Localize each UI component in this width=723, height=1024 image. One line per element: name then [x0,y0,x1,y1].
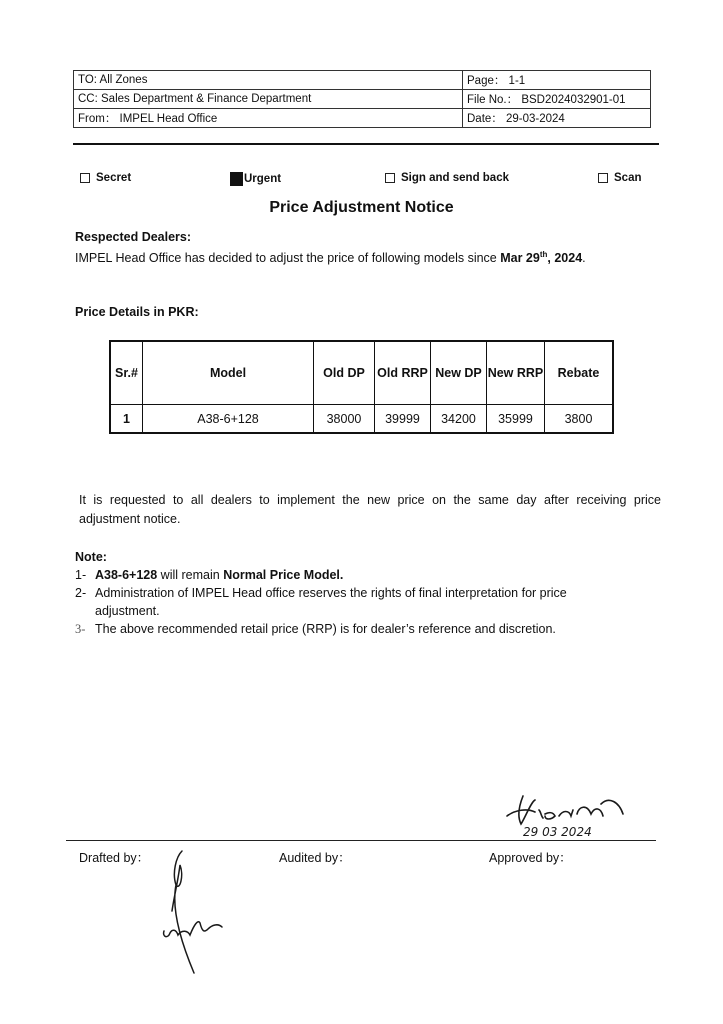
col-header-old-dp: Old DP [314,341,375,405]
handwritten-date: 29 03 2024 [523,825,592,839]
list-item [75,566,567,584]
flag-sign-back-label: Sign and send back [401,172,509,184]
flag-sign-back [385,172,509,184]
header-info-table [73,70,651,128]
intro-date-part2: , 2024 [547,251,583,266]
intro-paragraph [75,246,586,267]
file-no-field: File No.： BSD2024032901-01 [463,90,651,109]
note-1-mid: will remain [157,568,224,582]
intro-text: IMPEL Head Office has decided to adjust the price of following models since [75,251,501,266]
flag-urgent-label: Urgent [244,173,282,185]
note-2-line1: Administration of IMPEL Head office reserves the rights of final interpretation for price [95,586,567,600]
note-3-number: 3- [75,622,86,636]
cell-sr: 1 [110,405,143,434]
page-field: Page： 1-1 [463,71,651,90]
secret-checkbox-icon [80,173,90,183]
to-field: TO: All Zones [74,71,463,90]
list-item [75,620,567,638]
urgent-checkbox-checked-icon [230,172,243,186]
note-1-number: 1- [75,568,87,582]
footer-divider [66,840,656,841]
col-header-sr: Sr.# [110,341,143,405]
request-text-line1: It is requested to all dealers to implement the new price on the same day after receiving price [79,493,661,507]
date-field: Date： 29-03-2024 [463,109,651,128]
flag-urgent [230,172,281,186]
notes-section [75,548,567,638]
sign-back-checkbox-icon [385,173,395,183]
col-header-new-dp: New DP [431,341,487,405]
cell-old-dp: 38000 [314,405,375,434]
greeting: Respected Dealers: [75,230,192,244]
flag-secret [80,172,131,184]
col-header-model: Model [143,341,314,405]
flag-scan [598,172,642,184]
note-1-end: Normal Price Model. [223,568,344,582]
audited-by-label: Audited by： [279,851,351,865]
cell-new-dp: 34200 [431,405,487,434]
request-text-line2: adjustment notice. [79,512,181,526]
header-divider [73,143,659,145]
flag-scan-label: Scan [614,172,642,184]
approved-by-label: Approved by： [489,851,572,865]
note-2-number: 2- [75,586,87,600]
col-header-new-rrp: New RRP [487,341,545,405]
price-table-header-row [110,341,613,405]
intro-end: . [582,251,586,266]
drafter-signature [150,845,240,985]
cell-model: A38-6+128 [143,405,314,434]
drafted-by-label: Drafted by： [79,851,150,865]
note-2-line2: adjustment. [95,604,160,618]
cell-old-rrp: 39999 [375,405,431,434]
cell-new-rrp: 35999 [487,405,545,434]
table-row [110,405,613,434]
document-title: Price Adjustment Notice [269,199,454,216]
intro-date-part1: Mar 29 [500,251,540,266]
cell-rebate: 3800 [545,405,614,434]
from-field: From： IMPEL Head Office [74,109,463,128]
note-3-text: The above recommended retail price (RRP) is for dealer’s reference and discretion. [95,622,556,636]
scan-checkbox-icon [598,173,608,183]
note-1-model: A38-6+128 [95,568,158,582]
flag-secret-label: Secret [96,172,132,184]
price-details-label: Price Details in PKR: [75,305,199,319]
approver-signature [505,788,655,848]
intro-date-sup: th [539,250,548,259]
cc-field: CC: Sales Department & Finance Department [74,90,463,109]
col-header-old-rrp: Old RRP [375,341,431,405]
note-label: Note: [75,550,107,564]
list-item [75,584,567,620]
col-header-rebate: Rebate [545,341,614,405]
price-table [109,340,614,434]
